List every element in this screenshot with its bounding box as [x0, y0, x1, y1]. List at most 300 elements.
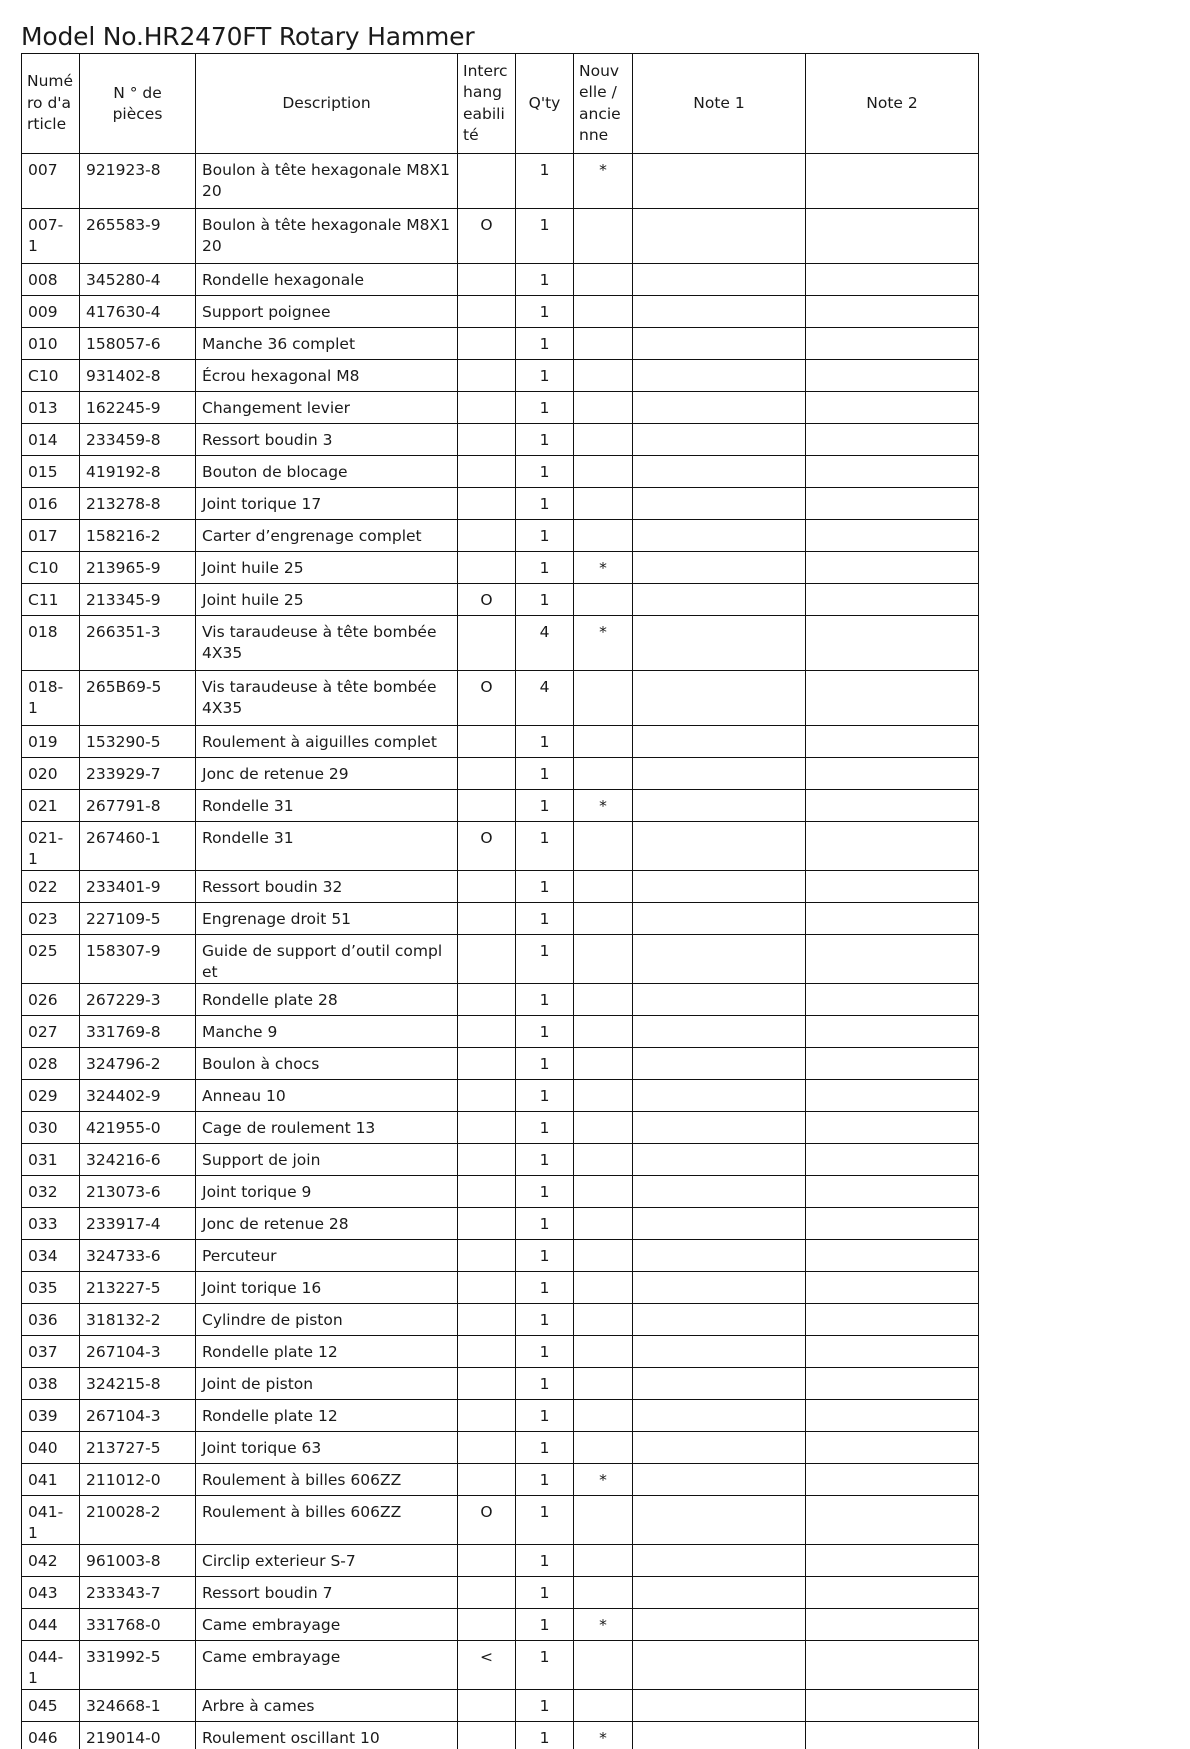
cell-item-no: 044: [22, 1609, 80, 1641]
cell-part-no: 227109-5: [80, 903, 196, 935]
table-row: [22, 1577, 979, 1609]
cell-description: Ressort boudin 32: [196, 871, 458, 903]
cell-new-old: [574, 1080, 633, 1112]
cell-part-no: 213727-5: [80, 1432, 196, 1464]
table-row: [22, 584, 979, 616]
cell-description: Joint torique 63: [196, 1432, 458, 1464]
cell-note2: [806, 1208, 979, 1240]
cell-part-no: 324668-1: [80, 1690, 196, 1722]
cell-part-no: 324402-9: [80, 1080, 196, 1112]
cell-note2: [806, 1545, 979, 1577]
cell-qty: 1: [516, 935, 574, 984]
cell-item-no: 040: [22, 1432, 80, 1464]
cell-note2: [806, 1432, 979, 1464]
cell-new-old: [574, 935, 633, 984]
cell-part-no: 233459-8: [80, 424, 196, 456]
cell-note1: [633, 1609, 806, 1641]
cell-note1: [633, 822, 806, 871]
cell-new-old: [574, 1304, 633, 1336]
cell-description: Anneau 10: [196, 1080, 458, 1112]
cell-note1: [633, 1690, 806, 1722]
cell-note1: [633, 758, 806, 790]
table-row: [22, 1609, 979, 1641]
table-row: [22, 790, 979, 822]
cell-note2: [806, 984, 979, 1016]
cell-qty: 1: [516, 758, 574, 790]
cell-note2: [806, 903, 979, 935]
cell-part-no: 267229-3: [80, 984, 196, 1016]
cell-interchangeability: [458, 1112, 516, 1144]
cell-interchangeability: O: [458, 209, 516, 264]
cell-item-no: 025: [22, 935, 80, 984]
cell-description: Vis taraudeuse à tête bombée 4X35: [196, 616, 458, 671]
cell-qty: 1: [516, 1722, 574, 1749]
cell-item-no: 031: [22, 1144, 80, 1176]
table-row: [22, 1080, 979, 1112]
cell-note2: [806, 584, 979, 616]
cell-qty: 1: [516, 1176, 574, 1208]
table-row: [22, 1464, 979, 1496]
header-row: [22, 54, 979, 154]
cell-interchangeability: [458, 871, 516, 903]
cell-part-no: 265583-9: [80, 209, 196, 264]
cell-note1: [633, 209, 806, 264]
cell-item-no: 008: [22, 264, 80, 296]
cell-item-no: 018-1: [22, 671, 80, 726]
cell-item-no: 042: [22, 1545, 80, 1577]
cell-description: Arbre à cames: [196, 1690, 458, 1722]
cell-description: Roulement à billes 606ZZ: [196, 1496, 458, 1545]
cell-item-no: 035: [22, 1272, 80, 1304]
table-row: [22, 1112, 979, 1144]
parts-table: [21, 53, 979, 1749]
cell-note2: [806, 758, 979, 790]
table-row: [22, 1272, 979, 1304]
cell-qty: 1: [516, 1144, 574, 1176]
cell-part-no: 421955-0: [80, 1112, 196, 1144]
cell-note2: [806, 520, 979, 552]
cell-new-old: [574, 328, 633, 360]
cell-qty: 1: [516, 1240, 574, 1272]
cell-item-no: 036: [22, 1304, 80, 1336]
cell-part-no: 213073-6: [80, 1176, 196, 1208]
cell-interchangeability: [458, 154, 516, 209]
cell-new-old: *: [574, 1722, 633, 1749]
cell-qty: 1: [516, 1368, 574, 1400]
cell-item-no: 045: [22, 1690, 80, 1722]
cell-note1: [633, 903, 806, 935]
cell-new-old: [574, 758, 633, 790]
cell-description: Manche 36 complet: [196, 328, 458, 360]
table-row: [22, 1336, 979, 1368]
cell-note2: [806, 552, 979, 584]
cell-new-old: [574, 726, 633, 758]
cell-interchangeability: [458, 296, 516, 328]
cell-interchangeability: [458, 616, 516, 671]
cell-item-no: 026: [22, 984, 80, 1016]
cell-interchangeability: [458, 984, 516, 1016]
cell-new-old: *: [574, 154, 633, 209]
cell-qty: 1: [516, 1577, 574, 1609]
cell-note1: [633, 1080, 806, 1112]
cell-item-no: 015: [22, 456, 80, 488]
cell-new-old: [574, 671, 633, 726]
header-note1: Note 1: [633, 54, 806, 154]
cell-note2: [806, 1112, 979, 1144]
table-row: [22, 1432, 979, 1464]
cell-note1: [633, 264, 806, 296]
cell-item-no: 038: [22, 1368, 80, 1400]
cell-description: Boulon à tête hexagonale M8X120: [196, 209, 458, 264]
cell-note1: [633, 1112, 806, 1144]
cell-description: Came embrayage: [196, 1609, 458, 1641]
cell-description: Joint torique 9: [196, 1176, 458, 1208]
cell-note1: [633, 1176, 806, 1208]
cell-note1: [633, 1304, 806, 1336]
cell-part-no: 345280-4: [80, 264, 196, 296]
cell-qty: 1: [516, 790, 574, 822]
cell-interchangeability: [458, 1432, 516, 1464]
cell-description: Support poignee: [196, 296, 458, 328]
cell-item-no: C10: [22, 360, 80, 392]
cell-new-old: [574, 1240, 633, 1272]
cell-qty: 1: [516, 328, 574, 360]
cell-interchangeability: [458, 392, 516, 424]
cell-item-no: 007: [22, 154, 80, 209]
cell-description: Engrenage droit 51: [196, 903, 458, 935]
table-row: [22, 392, 979, 424]
cell-description: Came embrayage: [196, 1641, 458, 1690]
cell-new-old: [574, 209, 633, 264]
cell-description: Écrou hexagonal M8: [196, 360, 458, 392]
cell-qty: 1: [516, 1016, 574, 1048]
cell-note1: [633, 1577, 806, 1609]
cell-part-no: 331769-8: [80, 1016, 196, 1048]
cell-note2: [806, 1272, 979, 1304]
cell-qty: 1: [516, 1496, 574, 1545]
cell-interchangeability: [458, 552, 516, 584]
cell-note2: [806, 1368, 979, 1400]
cell-note1: [633, 456, 806, 488]
cell-item-no: 032: [22, 1176, 80, 1208]
cell-interchangeability: [458, 1464, 516, 1496]
header-description: Description: [196, 54, 458, 154]
cell-qty: 1: [516, 1048, 574, 1080]
cell-item-no: 044-1: [22, 1641, 80, 1690]
cell-note1: [633, 790, 806, 822]
table-row: [22, 871, 979, 903]
header-new-old: Nouvelle / ancienne: [574, 54, 633, 154]
cell-note1: [633, 935, 806, 984]
cell-item-no: 041-1: [22, 1496, 80, 1545]
cell-note2: [806, 1144, 979, 1176]
cell-note2: [806, 1464, 979, 1496]
cell-description: Joint torique 16: [196, 1272, 458, 1304]
cell-new-old: [574, 520, 633, 552]
cell-part-no: 213345-9: [80, 584, 196, 616]
cell-part-no: 233343-7: [80, 1577, 196, 1609]
cell-description: Circlip exterieur S-7: [196, 1545, 458, 1577]
table-row: [22, 1690, 979, 1722]
cell-part-no: 233917-4: [80, 1208, 196, 1240]
cell-note1: [633, 1368, 806, 1400]
cell-description: Rondelle hexagonale: [196, 264, 458, 296]
cell-note1: [633, 584, 806, 616]
cell-description: Ressort boudin 3: [196, 424, 458, 456]
cell-interchangeability: [458, 1176, 516, 1208]
table-row: [22, 1176, 979, 1208]
table-row: [22, 488, 979, 520]
cell-qty: 1: [516, 1272, 574, 1304]
cell-qty: 1: [516, 360, 574, 392]
cell-interchangeability: [458, 360, 516, 392]
cell-description: Jonc de retenue 29: [196, 758, 458, 790]
cell-note2: [806, 726, 979, 758]
cell-part-no: 158307-9: [80, 935, 196, 984]
cell-qty: 1: [516, 584, 574, 616]
cell-note2: [806, 264, 979, 296]
cell-note1: [633, 726, 806, 758]
cell-qty: 1: [516, 520, 574, 552]
table-row: [22, 328, 979, 360]
table-row: [22, 984, 979, 1016]
cell-note1: [633, 520, 806, 552]
cell-part-no: 153290-5: [80, 726, 196, 758]
cell-interchangeability: [458, 1048, 516, 1080]
cell-item-no: 014: [22, 424, 80, 456]
cell-description: Bouton de blocage: [196, 456, 458, 488]
table-row: [22, 456, 979, 488]
cell-interchangeability: [458, 328, 516, 360]
cell-new-old: *: [574, 616, 633, 671]
cell-interchangeability: [458, 1208, 516, 1240]
header-item-no: Numéro d'article: [22, 54, 80, 154]
table-row: [22, 935, 979, 984]
cell-note2: [806, 360, 979, 392]
cell-qty: 1: [516, 1545, 574, 1577]
cell-new-old: [574, 984, 633, 1016]
cell-qty: 1: [516, 392, 574, 424]
cell-description: Roulement à aiguilles complet: [196, 726, 458, 758]
cell-new-old: [574, 360, 633, 392]
cell-note2: [806, 616, 979, 671]
cell-new-old: [574, 1641, 633, 1690]
cell-item-no: 013: [22, 392, 80, 424]
cell-new-old: [574, 1368, 633, 1400]
cell-item-no: 043: [22, 1577, 80, 1609]
cell-note2: [806, 1048, 979, 1080]
cell-item-no: 033: [22, 1208, 80, 1240]
cell-qty: 1: [516, 209, 574, 264]
cell-note2: [806, 790, 979, 822]
cell-interchangeability: [458, 1080, 516, 1112]
cell-item-no: C11: [22, 584, 80, 616]
cell-note1: [633, 1336, 806, 1368]
cell-new-old: [574, 488, 633, 520]
cell-note1: [633, 328, 806, 360]
cell-interchangeability: [458, 456, 516, 488]
cell-part-no: 213278-8: [80, 488, 196, 520]
cell-note2: [806, 488, 979, 520]
cell-interchangeability: [458, 1545, 516, 1577]
cell-new-old: [574, 1577, 633, 1609]
cell-part-no: 213227-5: [80, 1272, 196, 1304]
cell-interchangeability: [458, 264, 516, 296]
cell-qty: 1: [516, 1304, 574, 1336]
cell-item-no: 016: [22, 488, 80, 520]
cell-description: Rondelle 31: [196, 790, 458, 822]
cell-part-no: 162245-9: [80, 392, 196, 424]
cell-new-old: [574, 296, 633, 328]
table-row: [22, 758, 979, 790]
cell-qty: 1: [516, 822, 574, 871]
cell-note1: [633, 1545, 806, 1577]
cell-qty: 1: [516, 1641, 574, 1690]
cell-note2: [806, 935, 979, 984]
cell-note1: [633, 392, 806, 424]
cell-qty: 1: [516, 552, 574, 584]
cell-interchangeability: [458, 1336, 516, 1368]
cell-note1: [633, 424, 806, 456]
cell-description: Roulement oscillant 10: [196, 1722, 458, 1749]
cell-new-old: [574, 1400, 633, 1432]
cell-new-old: [574, 1432, 633, 1464]
cell-interchangeability: O: [458, 584, 516, 616]
cell-note2: [806, 671, 979, 726]
cell-description: Joint huile 25: [196, 584, 458, 616]
cell-interchangeability: [458, 1690, 516, 1722]
cell-description: Rondelle plate 28: [196, 984, 458, 1016]
cell-part-no: 219014-0: [80, 1722, 196, 1749]
cell-note2: [806, 424, 979, 456]
cell-note2: [806, 1496, 979, 1545]
cell-part-no: 213965-9: [80, 552, 196, 584]
cell-interchangeability: [458, 726, 516, 758]
cell-new-old: [574, 822, 633, 871]
cell-qty: 1: [516, 1690, 574, 1722]
cell-new-old: [574, 392, 633, 424]
cell-part-no: 211012-0: [80, 1464, 196, 1496]
cell-part-no: 921923-8: [80, 154, 196, 209]
cell-note2: [806, 1240, 979, 1272]
cell-note1: [633, 1400, 806, 1432]
cell-new-old: [574, 1496, 633, 1545]
cell-qty: 4: [516, 616, 574, 671]
cell-note1: [633, 1240, 806, 1272]
cell-item-no: 018: [22, 616, 80, 671]
cell-item-no: 007-1: [22, 209, 80, 264]
cell-part-no: 158216-2: [80, 520, 196, 552]
table-row: [22, 424, 979, 456]
cell-part-no: 233401-9: [80, 871, 196, 903]
cell-qty: 1: [516, 1609, 574, 1641]
table-row: [22, 209, 979, 264]
cell-part-no: 417630-4: [80, 296, 196, 328]
table-row: [22, 154, 979, 209]
cell-part-no: 419192-8: [80, 456, 196, 488]
cell-note2: [806, 209, 979, 264]
table-row: [22, 552, 979, 584]
cell-note1: [633, 1144, 806, 1176]
cell-description: Cylindre de piston: [196, 1304, 458, 1336]
cell-description: Rondelle plate 12: [196, 1400, 458, 1432]
cell-new-old: *: [574, 1609, 633, 1641]
cell-note2: [806, 1609, 979, 1641]
cell-new-old: [574, 1144, 633, 1176]
cell-interchangeability: [458, 1577, 516, 1609]
cell-qty: 1: [516, 296, 574, 328]
table-row: [22, 520, 979, 552]
cell-item-no: 020: [22, 758, 80, 790]
cell-note2: [806, 822, 979, 871]
cell-item-no: 030: [22, 1112, 80, 1144]
cell-qty: 1: [516, 154, 574, 209]
table-row: [22, 903, 979, 935]
cell-new-old: [574, 1545, 633, 1577]
cell-part-no: 318132-2: [80, 1304, 196, 1336]
cell-qty: 1: [516, 456, 574, 488]
cell-note1: [633, 871, 806, 903]
table-row: [22, 296, 979, 328]
table-row: [22, 1016, 979, 1048]
cell-item-no: 021-1: [22, 822, 80, 871]
header-interchangeability: Interchangeabilité: [458, 54, 516, 154]
cell-new-old: *: [574, 552, 633, 584]
cell-interchangeability: [458, 903, 516, 935]
cell-note1: [633, 1496, 806, 1545]
cell-new-old: [574, 1016, 633, 1048]
cell-note1: [633, 360, 806, 392]
table-row: [22, 264, 979, 296]
cell-note1: [633, 1048, 806, 1080]
cell-qty: 1: [516, 1112, 574, 1144]
table-row: [22, 1545, 979, 1577]
cell-part-no: 267791-8: [80, 790, 196, 822]
cell-note1: [633, 1432, 806, 1464]
cell-new-old: [574, 903, 633, 935]
cell-qty: 1: [516, 726, 574, 758]
table-body: [22, 154, 979, 1749]
cell-interchangeability: [458, 1304, 516, 1336]
cell-description: Cage de roulement 13: [196, 1112, 458, 1144]
cell-interchangeability: [458, 1368, 516, 1400]
cell-new-old: *: [574, 1464, 633, 1496]
cell-part-no: 324796-2: [80, 1048, 196, 1080]
table-row: [22, 1240, 979, 1272]
table-row: [22, 360, 979, 392]
table-row: [22, 1641, 979, 1690]
cell-part-no: 210028-2: [80, 1496, 196, 1545]
table-row: [22, 726, 979, 758]
cell-item-no: 037: [22, 1336, 80, 1368]
cell-interchangeability: [458, 1722, 516, 1749]
cell-item-no: 028: [22, 1048, 80, 1080]
cell-part-no: 961003-8: [80, 1545, 196, 1577]
cell-new-old: [574, 1176, 633, 1208]
cell-new-old: [574, 1690, 633, 1722]
cell-description: Vis taraudeuse à tête bombée 4X35: [196, 671, 458, 726]
cell-note2: [806, 871, 979, 903]
cell-note2: [806, 1577, 979, 1609]
cell-item-no: 017: [22, 520, 80, 552]
cell-description: Rondelle plate 12: [196, 1336, 458, 1368]
header-qty: Q'ty: [516, 54, 574, 154]
cell-interchangeability: [458, 758, 516, 790]
cell-interchangeability: [458, 1240, 516, 1272]
cell-item-no: 022: [22, 871, 80, 903]
cell-note1: [633, 1016, 806, 1048]
cell-description: Boulon à chocs: [196, 1048, 458, 1080]
